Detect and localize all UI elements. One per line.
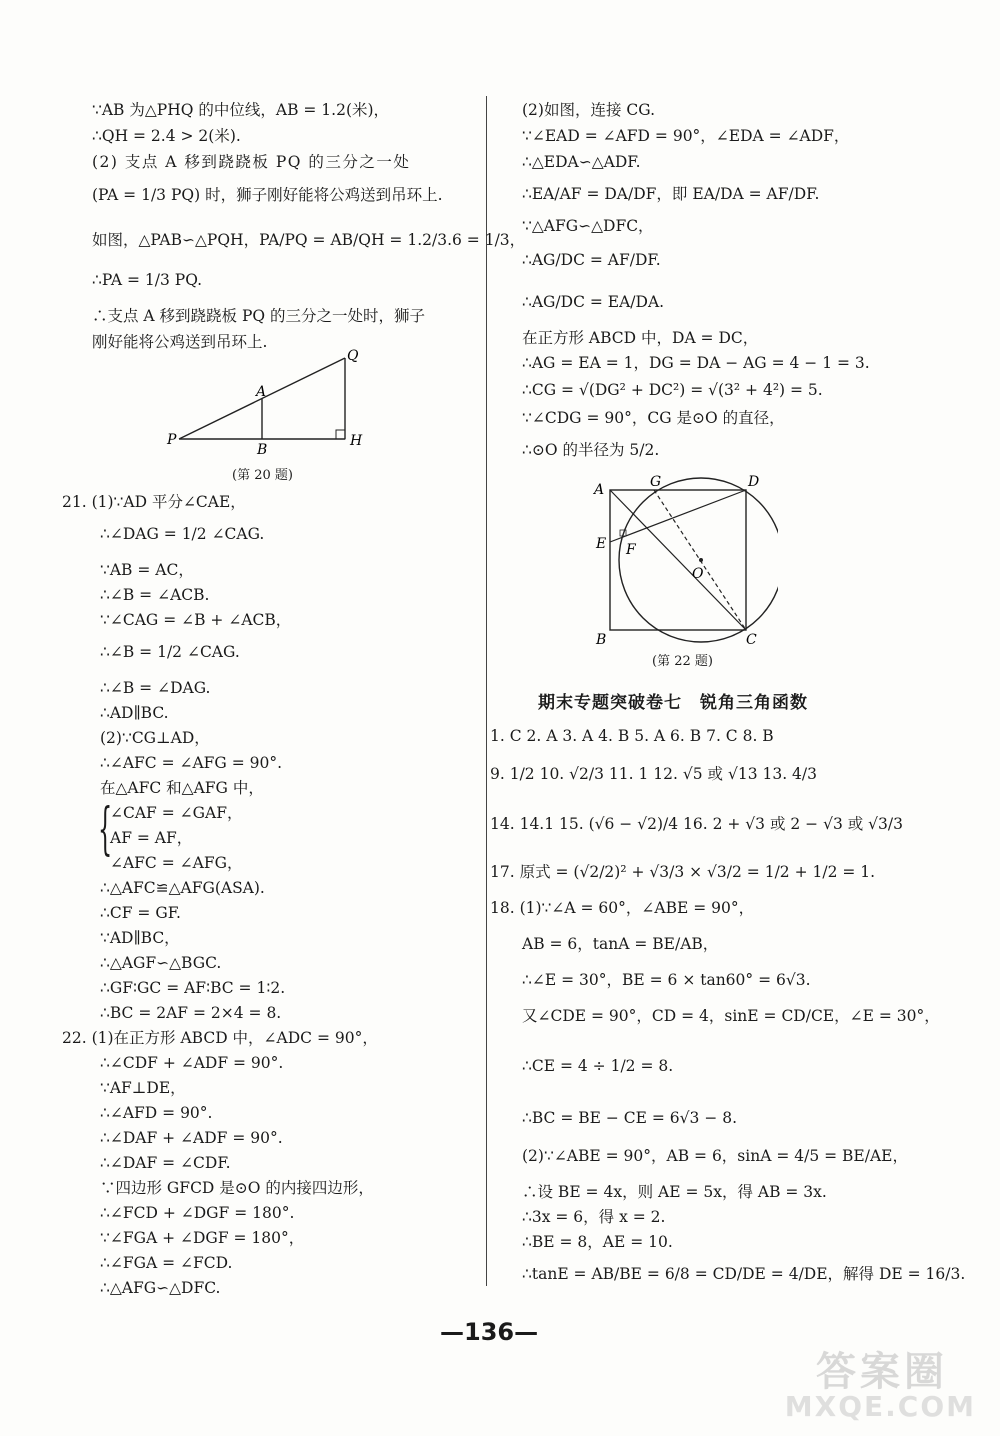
text-line: ∴AG/DC = EA/DA. xyxy=(522,293,665,311)
fig22-circle xyxy=(619,478,778,642)
text-line: ∴∠DAG = 1/2 ∠CAG. xyxy=(100,525,265,543)
text-line: ∴CE = 4 ÷ 1/2 = 8. xyxy=(522,1057,674,1075)
fig22-center-dot xyxy=(699,558,703,562)
fig22-label-g: G xyxy=(650,474,662,490)
text-line: ∴∠B = ∠ACB. xyxy=(100,586,210,604)
text-line: ∵∠CDG = 90°，CG 是⊙O 的直径， xyxy=(522,409,785,427)
fig20-label-a: A xyxy=(256,384,267,400)
text-line: AF = AF， xyxy=(110,829,193,847)
text-line: ∵四边形 GFCD 是⊙O 的内接四边形， xyxy=(100,1179,374,1197)
text-line: ∴AD∥BC. xyxy=(100,704,169,722)
text-line: ∠AFC = ∠AFG， xyxy=(110,854,243,872)
fig22-caption: (第 22 题) xyxy=(652,654,713,669)
brace: { xyxy=(98,797,113,862)
text-line: ∴AG = EA = 1，DG = DA − AG = 4 − 1 = 3. xyxy=(522,354,870,372)
text-line: ∵AB 为△PHQ 的中位线，AB = 1.2(米)， xyxy=(92,101,390,119)
text-line: AB = 6，tanA = BE/AB， xyxy=(522,935,719,953)
answer-line: 18. (1)∵∠A = 60°，∠ABE = 90°， xyxy=(490,899,755,917)
text-line: ∴△AFG∽△DFC. xyxy=(100,1279,221,1297)
column-divider xyxy=(486,96,487,1286)
text-line: (2)∵CG⊥AD， xyxy=(100,729,210,747)
text-line: 如图，△PAB∽△PQH，PA/PQ = AB/QH = 1.2/3.6 = 1/3， xyxy=(92,231,526,249)
text-line: ∴∠FCD + ∠DGF = 180°. xyxy=(100,1204,295,1222)
fig22-label-b: B xyxy=(596,632,607,648)
text-line: ∴3x = 6，得 x = 2. xyxy=(522,1208,666,1226)
text-line: ∴∠B = 1/2 ∠CAG. xyxy=(100,643,240,661)
text-line: ∴∠DAF + ∠ADF = 90°. xyxy=(100,1129,283,1147)
answer-line: 17. 原式 = (√2/2)² + √3/3 × √3/2 = 1/2 + 1/2 = 1. xyxy=(490,863,876,881)
answer-line: 9. 1/2 10. √2/3 11. 1 12. √5 或 √13 13. 4/3 xyxy=(490,765,817,783)
text-line: ∵∠EAD = ∠AFD = 90°，∠EDA = ∠ADF， xyxy=(522,127,850,145)
fig20-label-b: B xyxy=(257,442,268,456)
text-line: 刚好能将公鸡送到吊环上. xyxy=(92,333,268,351)
watermark-bottom-text: MXQE.COM xyxy=(784,1390,976,1423)
text-line: ∵AB = AC， xyxy=(100,561,194,579)
figure-20 xyxy=(165,346,375,456)
answer-line: 14. 14.1 15. (√6 − √2)/4 16. 2 + √3 或 2 − √3 或 √3/3 xyxy=(490,815,904,833)
text-line: ∴BC = BE − CE = 6√3 − 8. xyxy=(522,1109,738,1127)
text-line: ∴AG/DC = AF/DF. xyxy=(522,251,661,269)
text-line: (2)如图，连接 CG. xyxy=(522,101,655,119)
text-line: ∴CG = √(DG² + DC²) = √(3² + 4²) = 5. xyxy=(522,381,823,399)
text-line: ∴tanE = AB/BE = 6/8 = CD/DE = 4/DE，解得 DE = 16/3. xyxy=(522,1265,966,1283)
text-line: ∴QH = 2.4 > 2(米). xyxy=(92,127,241,145)
fig22-label-o: O xyxy=(692,566,704,582)
text-line: (2)∵∠ABE = 90°，AB = 6，sinA = 4/5 = BE/AE， xyxy=(522,1147,908,1165)
text-line: ∴∠CDF + ∠ADF = 90°. xyxy=(100,1054,284,1072)
text-line: 在△AFC 和△AFG 中， xyxy=(100,779,264,797)
answer-line: 1. C 2. A 3. A 4. B 5. A 6. B 7. C 8. B xyxy=(490,727,774,745)
text-line: ∴支点 A 移到跷跷板 PQ 的三分之一处时，狮子 xyxy=(92,307,426,325)
text-line: ∴∠AFD = 90°. xyxy=(100,1104,213,1122)
fig22-line-ac xyxy=(610,490,746,630)
fig20-caption: (第 20 题) xyxy=(232,468,293,483)
fig22-label-d: D xyxy=(748,474,760,490)
text-line: (PA = 1/3 PQ) 时，狮子刚好能将公鸡送到吊环上. xyxy=(92,186,443,204)
text-line: ∵∠FGA + ∠DGF = 180°， xyxy=(100,1229,305,1247)
watermark-top-text: 答案圈 xyxy=(816,1349,948,1395)
fig22-label-c: C xyxy=(746,632,757,648)
text-line: 又∠CDE = 90°，CD = 4，sinE = CD/CE，∠E = 30°， xyxy=(522,1007,940,1025)
text-line: ∴△AGF∽△BGC. xyxy=(100,954,222,972)
page-number: —136— xyxy=(440,1318,539,1346)
fig20-label-h: H xyxy=(350,433,363,449)
text-line: ∵AF⊥DE， xyxy=(100,1079,186,1097)
text-line: ∴设 BE = 4x，则 AE = 5x，得 AB = 3x. xyxy=(522,1183,827,1201)
text-line: ∴△EDA∽△ADF. xyxy=(522,153,641,171)
text-line: 21. (1)∵AD 平分∠CAE， xyxy=(62,493,246,511)
text-line: ∴EA/AF = DA/DF，即 EA/DA = AF/DF. xyxy=(522,185,820,203)
fig22-label-a: A xyxy=(594,482,605,498)
text-line: ∵△AFG∽△DFC， xyxy=(522,217,654,235)
section-title: 期末专题突破卷七 锐角三角函数 xyxy=(538,693,808,713)
text-line: ∠CAF = ∠GAF， xyxy=(110,804,243,822)
text-line: 22. (1)在正方形 ABCD 中，∠ADC = 90°， xyxy=(62,1029,378,1047)
text-line: 在正方形 ABCD 中，DA = DC， xyxy=(522,329,759,347)
text-line: (2) 支点 A 移到跷跷板 PQ 的三分之一处 xyxy=(92,153,411,171)
text-line: ∴∠B = ∠DAG. xyxy=(100,679,211,697)
text-line: ∵AD∥BC， xyxy=(100,929,180,947)
fig22-label-f: F xyxy=(626,542,636,558)
text-line: ∴∠AFC = ∠AFG = 90°. xyxy=(100,754,283,772)
text-line: ∴⊙O 的半径为 5/2. xyxy=(522,441,660,459)
fig20-right-angle xyxy=(336,430,345,439)
fig20-label-p: P xyxy=(167,432,177,448)
text-line: ∴∠E = 30°，BE = 6 × tan60° = 6√3. xyxy=(522,971,811,989)
text-line: ∴∠FGA = ∠FCD. xyxy=(100,1254,233,1272)
fig22-line-ed xyxy=(610,490,746,542)
text-line: ∴CF = GF. xyxy=(100,904,181,922)
text-line: ∴BE = 8，AE = 10. xyxy=(522,1233,673,1251)
text-line: ∴∠DAF = ∠CDF. xyxy=(100,1154,231,1172)
text-line: ∴△AFC≌△AFG(ASA). xyxy=(100,879,265,897)
watermark-logo xyxy=(722,1340,982,1424)
fig20-label-q: Q xyxy=(347,348,359,364)
text-line: ∴PA = 1/3 PQ. xyxy=(92,271,203,289)
fig22-label-e: E xyxy=(596,536,607,552)
figure-22 xyxy=(588,472,778,650)
text-line: ∴BC = 2AF = 2×4 = 8. xyxy=(100,1004,282,1022)
text-line: ∴GF∶GC = AF∶BC = 1∶2. xyxy=(100,979,286,997)
text-line: ∵∠CAG = ∠B + ∠ACB， xyxy=(100,611,292,629)
